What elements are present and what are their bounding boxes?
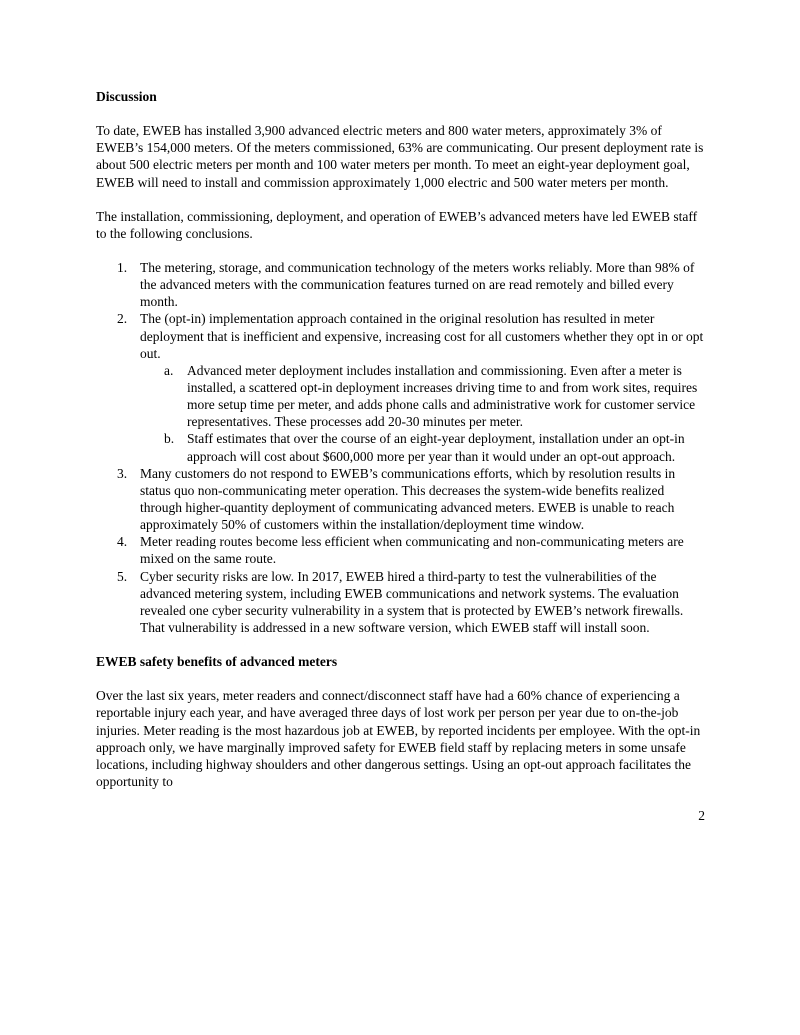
section-heading-discussion: Discussion [96,89,157,104]
list-item-text: The metering, storage, and communication technology of the meters works reliably. More than 98% of the advanced meters with the communication features turned on are read remotely and billed every month. [140,259,695,310]
sub-list-item-b [96,430,705,464]
list-item-text: The (opt-in) implementation approach contained in the original resolution has resulted in meter deployment that is inefficient and expensive, increasing cost for all customers whether they opt in or opt out. [140,311,704,361]
page-number: 2 [698,808,705,824]
list-item-text: Cyber security risks are low. In 2017, EWEB hired a third-party to test the vulnerabilities of the advanced metering system, including EWEB communications and network systems. The evaluation revealed one cyber security vulnerability in a system that is protected by EWEB’s network firewalls. That vulnerability is addressed in a new software version, which EWEB staff will install soon. [140,568,684,635]
list-item-number: 5. [117,568,128,584]
sub-list-item-a [96,362,705,431]
list-item-3 [96,465,705,534]
sub-list-item-letter: b. [164,431,175,447]
list-item-number: 3. [117,465,128,481]
conclusions-list [96,259,705,636]
list-item-number: 2. [117,311,128,327]
sub-list-item-letter: a. [164,362,174,378]
list-item-text: Many customers do not respond to EWEB’s communications efforts, which by resolution results in status quo non-communicating meter operation. This decreases the system-wide benefits realized through higher-quantity deployment of communicating advanced meters. EWEB is unable to reach approximately 50% of customers within the installation/deployment time window. [140,465,676,533]
list-item-4 [96,533,705,567]
sub-list-item-text: Staff estimates that over the course of an eight-year deployment, installation under an opt-in approach will cost about $600,000 more per year than it would under an opt-out approach. [187,431,685,464]
list-item-number: 4. [117,534,128,550]
list-item-number: 1. [117,259,128,275]
paragraph-conclusions-intro: The installation, commissioning, deployment, and operation of EWEB’s advanced meters have led EWEB staff to the following conclusions. [96,208,698,241]
paragraph-deployment-status: To date, EWEB has installed 3,900 advanced electric meters and 800 water meters, approximately 3% of EWEB’s 154,000 meters. Of the meters commissioned, 63% are communicating. Our present deployment rate is about 500 electric meters per month and 100 water meters per month. To meet an eight-year deployment goal, EWEB will need to install and commission approximately 1,000 electric and 500 water meters per month. [96,123,704,190]
list-item-2 [96,310,705,361]
sub-list-item-text: Advanced meter deployment includes installation and commissioning. Even after a meter is installed, a scattered opt-in deployment increases driving time to and from work sites, requires more setup time per meter, and adds phone calls and administrative work for customer service representatives. These processes add 20-30 minutes per meter. [187,362,698,430]
paragraph-safety-benefits: Over the last six years, meter readers and connect/disconnect staff have had a 60% chance of experiencing a reportable injury each year, and have averaged three days of lost work per person per year due to on-the-job injuries. Meter reading is the most hazardous job at EWEB, by reported incidents per employee. With the opt-in approach only, we have marginally improved safety for EWEB field staff by replacing meters in some unsafe locations, including highway shoulders and other dangerous settings. Using an opt-out approach facilitates the opportunity to [96,688,701,789]
list-item-1 [96,259,705,310]
list-item-5 [96,568,705,637]
section-heading-safety-benefits: EWEB safety benefits of advanced meters [96,654,338,670]
list-item-text: Meter reading routes become less efficient when communicating and non-communicating meters are mixed on the same route. [140,534,684,567]
